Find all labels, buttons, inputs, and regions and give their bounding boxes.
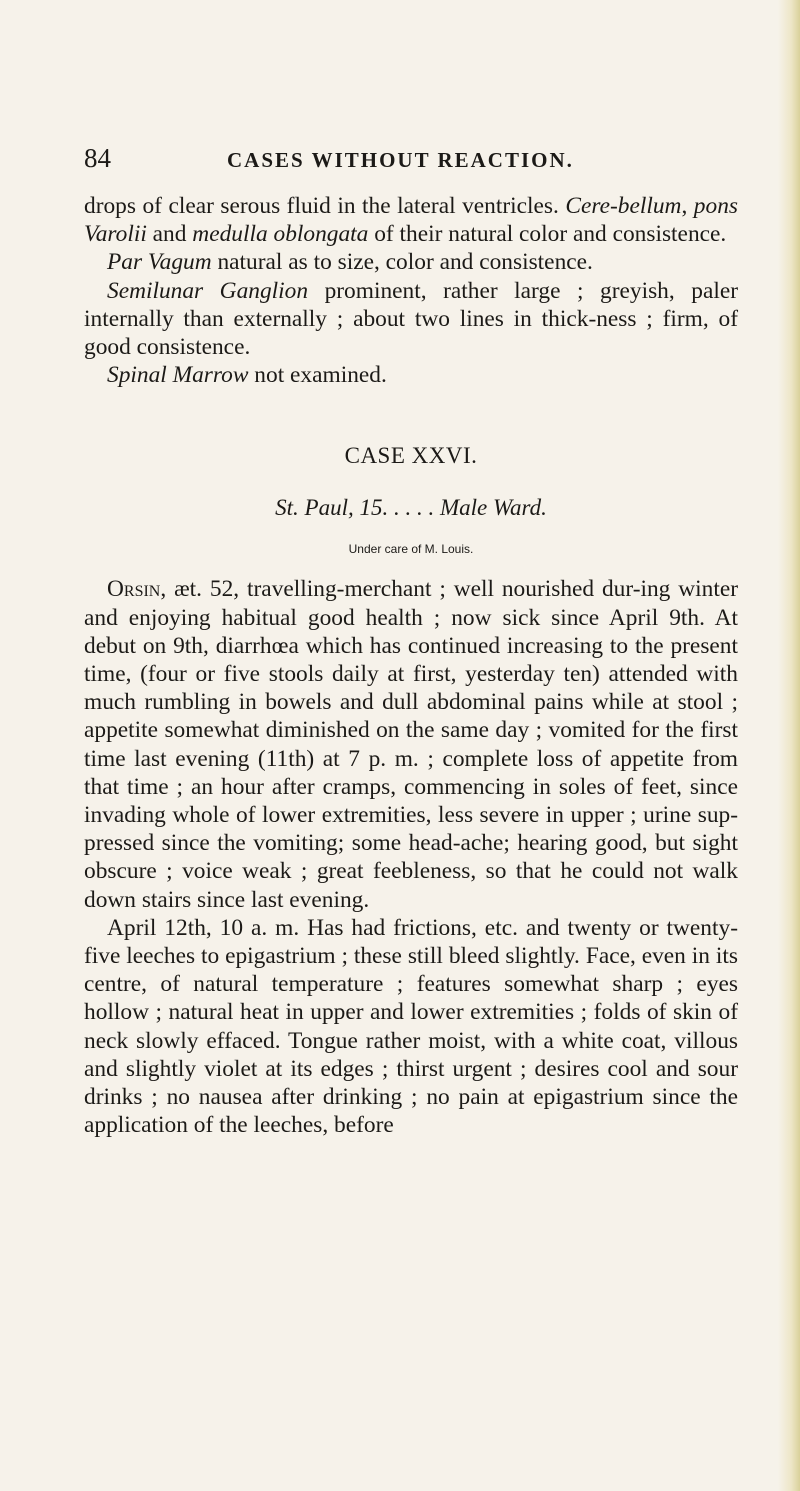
- term-spinal-marrow: Spinal Marrow: [107, 362, 249, 389]
- case-body: [84, 575, 738, 1139]
- case-care-note: Under care of M. Louis.: [348, 542, 474, 557]
- intro-paragraph-2: Par Vagum natural as to size, color and consistence.: [107, 249, 593, 276]
- intro-paragraph-1: drops of clear serous fluid in the lateral ventricles. Cere-bellum, pons Varolii and medulla oblongata of their natural color and consistence.: [84, 193, 738, 248]
- case-title: CASE XXVI.: [344, 443, 478, 469]
- page-body: [84, 192, 738, 1139]
- term-medulla: medulla oblongata: [192, 221, 369, 248]
- case-paragraph-1: Orsin, æt. 52, travelling-merchant ; well nourished dur-ing winter and enjoying habitual good health ; now sick since April 9th. At debut on 9th, diarrhœa which has continued increasing to the present time, (four or five stools daily at first, yesterday ten) attended with much rumbling in bowels and dull abdominal pains while at stool ; appetite somewhat diminished on the same day ; vomited for the first time last evening (11th) at 7 p. m. ; complete loss of appetite from that time ; an hour after cramps, commencing in soles of feet, since invading whole of lower extremities, less severe in upper ; urine sup-pressed since the vomiting; some head-ache; hearing good, but sight obscure ; voice weak ; great feebleness, so that he could not walk down stairs since last evening.: [84, 576, 738, 913]
- case-subtitle: St. Paul, 15. . . . . Male Ward.: [275, 495, 547, 521]
- term-par-vagum: Par Vagum: [107, 249, 212, 276]
- term-semilunar-ganglion: Semilunar Ganglion: [107, 277, 309, 304]
- running-header: [84, 140, 734, 176]
- intro-paragraph-4: Spinal Marrow not examined.: [107, 362, 387, 389]
- term-cerebellum: Cere-bellum: [565, 193, 682, 219]
- page-number: 84: [84, 143, 111, 173]
- intro-paragraph-3: Semilunar Ganglion prominent, rather large ; greyish, paler internally than externally ; about two lines in thick-ness ; firm, of good consistence.: [84, 277, 738, 361]
- page-edge-shadow: [778, 0, 800, 1491]
- running-title: CASES WITHOUT REACTION.: [227, 148, 574, 172]
- case-paragraph-2: April 12th, 10 a. m. Has had frictions, etc. and twenty or twenty-five leeches to epigastrium ; these still bleed slightly. Face, even in its centre, of natural temperature ; features somewhat sharp ; eyes hollow ; natural heat in upper and lower extremities ; folds of skin of neck slowly effaced. Tongue rather moist, with a white coat, villous and slightly violet at its edges ; thirst urgent ; desires cool and sour drinks ; no nausea after drinking ; no pain at epigastrium since the application of the leeches, before: [84, 914, 738, 1139]
- patient-name: Orsin: [107, 576, 161, 603]
- term-pons: pons Varolii: [84, 193, 738, 248]
